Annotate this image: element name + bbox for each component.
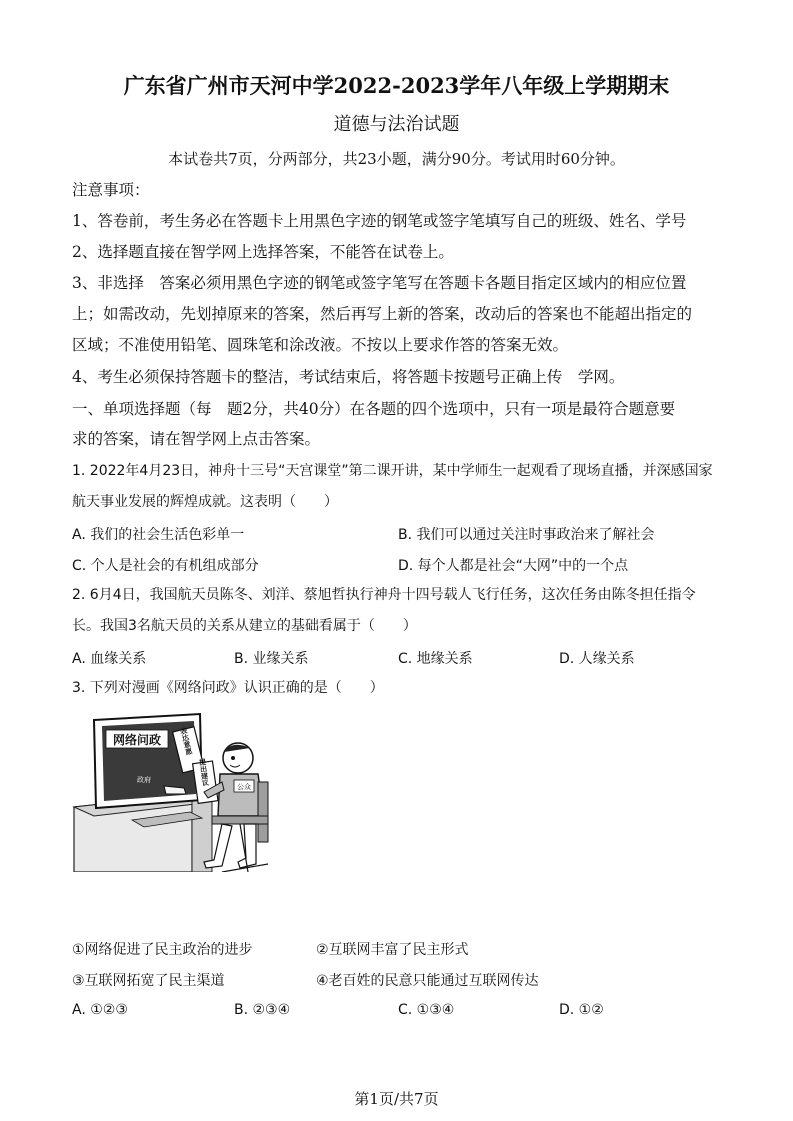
q2-option-d: D. 人缘关系 <box>559 651 635 667</box>
q3-statement-4: ④老百姓的民意只能通过互联网传达 <box>316 973 539 989</box>
notice-line-4: 上；如需改动，先划掉原来的答案，然后再写上新的答案，改动后的答案也不能超出指定的 <box>72 305 693 323</box>
notice-line-6: 4、考生必须保持答题卡的整洁，考试结束后，将答题卡按题号正确上传 学网。 <box>72 368 625 386</box>
q3-statement-2: ②互联网丰富了民主形式 <box>316 942 469 958</box>
q3-stem: 3. 下列对漫画《网络问政》认识正确的是（ ） <box>72 680 384 696</box>
notice-heading: 注意事项： <box>72 181 150 199</box>
page-subtitle: 道德与法治试题 <box>333 114 460 135</box>
q3-statement-1: ①网络促进了民主政治的进步 <box>72 942 253 958</box>
cartoon-gov-label: 政府 <box>137 776 151 784</box>
notice-line-2: 2、选择题直接在智学网上选择答案，不能答在试卷上。 <box>72 243 454 261</box>
q1-option-c: C. 个人是社会的有机组成部分 <box>72 558 259 574</box>
cartoon-paper-express: 表达意愿 <box>178 726 194 756</box>
q3-option-c: C. ①③④ <box>398 1002 455 1018</box>
network-politics-cartoon <box>72 712 272 872</box>
cartoon-paper-suggest: 提出建议 <box>198 757 210 787</box>
q2-option-a: A. 血缘关系 <box>72 651 147 667</box>
q3-option-b: B. ②③④ <box>234 1002 291 1018</box>
cartoon-screen-title: 网络问政 <box>112 733 162 747</box>
q3-option-a: A. ①②③ <box>72 1002 128 1018</box>
exam-intro: 本试卷共7页，分两部分，共23小题，满分90分。考试用时60分钟。 <box>168 150 625 168</box>
notice-line-5: 区域；不准使用铅笔、圆珠笔和涂改液。不按以上要求作答的答案无效。 <box>72 336 569 354</box>
cartoon-public-label: 公众 <box>237 783 251 791</box>
page-title: 广东省广州市天河中学2022-2023学年八年级上学期期末 <box>123 73 670 98</box>
q1-option-b: B. 我们可以通过关注时事政治来了解社会 <box>398 527 655 543</box>
q1-stem-line-2: 航天事业发展的辉煌成就。这表明（ ） <box>72 494 338 510</box>
q1-stem-line-1: 1. 2022年4月23日，神舟十三号“天宫课堂”第二课开讲，某中学师生一起观看了现场直播，并深感国家 <box>72 463 713 479</box>
q2-option-c: C. 地缘关系 <box>398 651 473 667</box>
q3-option-d: D. ①② <box>559 1002 604 1018</box>
q3-statement-3: ③互联网拓宽了民主渠道 <box>72 973 225 989</box>
notice-line-1: 1、答卷前，考生务必在答题卡上用黑色字迹的钢笔或签字笔填写自己的班级、姓名、学号 <box>72 212 687 230</box>
notice-line-3: 3、非选择 答案必须用黑色字迹的钢笔或签字笔写在答题卡各题目指定区域内的相应位置 <box>72 274 687 292</box>
q2-stem-line-2: 长。我国3名航天员的关系从建立的基础看属于（ ） <box>72 618 417 634</box>
page-number: 第1页/共7页 <box>354 1090 439 1108</box>
q2-stem-line-1: 2. 6月4日，我国航天员陈冬、刘洋、蔡旭哲执行神舟十四号载人飞行任务，这次任务由陈冬担任指令 <box>72 587 696 603</box>
section-heading-line-2: 求的答案，请在智学网上点击答案。 <box>72 430 321 448</box>
q2-option-b: B. 业缘关系 <box>234 651 309 667</box>
q1-option-a: A. 我们的社会生活色彩单一 <box>72 527 245 543</box>
q1-option-d: D. 每个人都是社会“大网”中的一个点 <box>398 558 629 574</box>
section-heading-line-1: 一、单项选择题（每 题2分，共40分）在各题的四个选项中，只有一项是最符合题意要 <box>72 400 676 418</box>
